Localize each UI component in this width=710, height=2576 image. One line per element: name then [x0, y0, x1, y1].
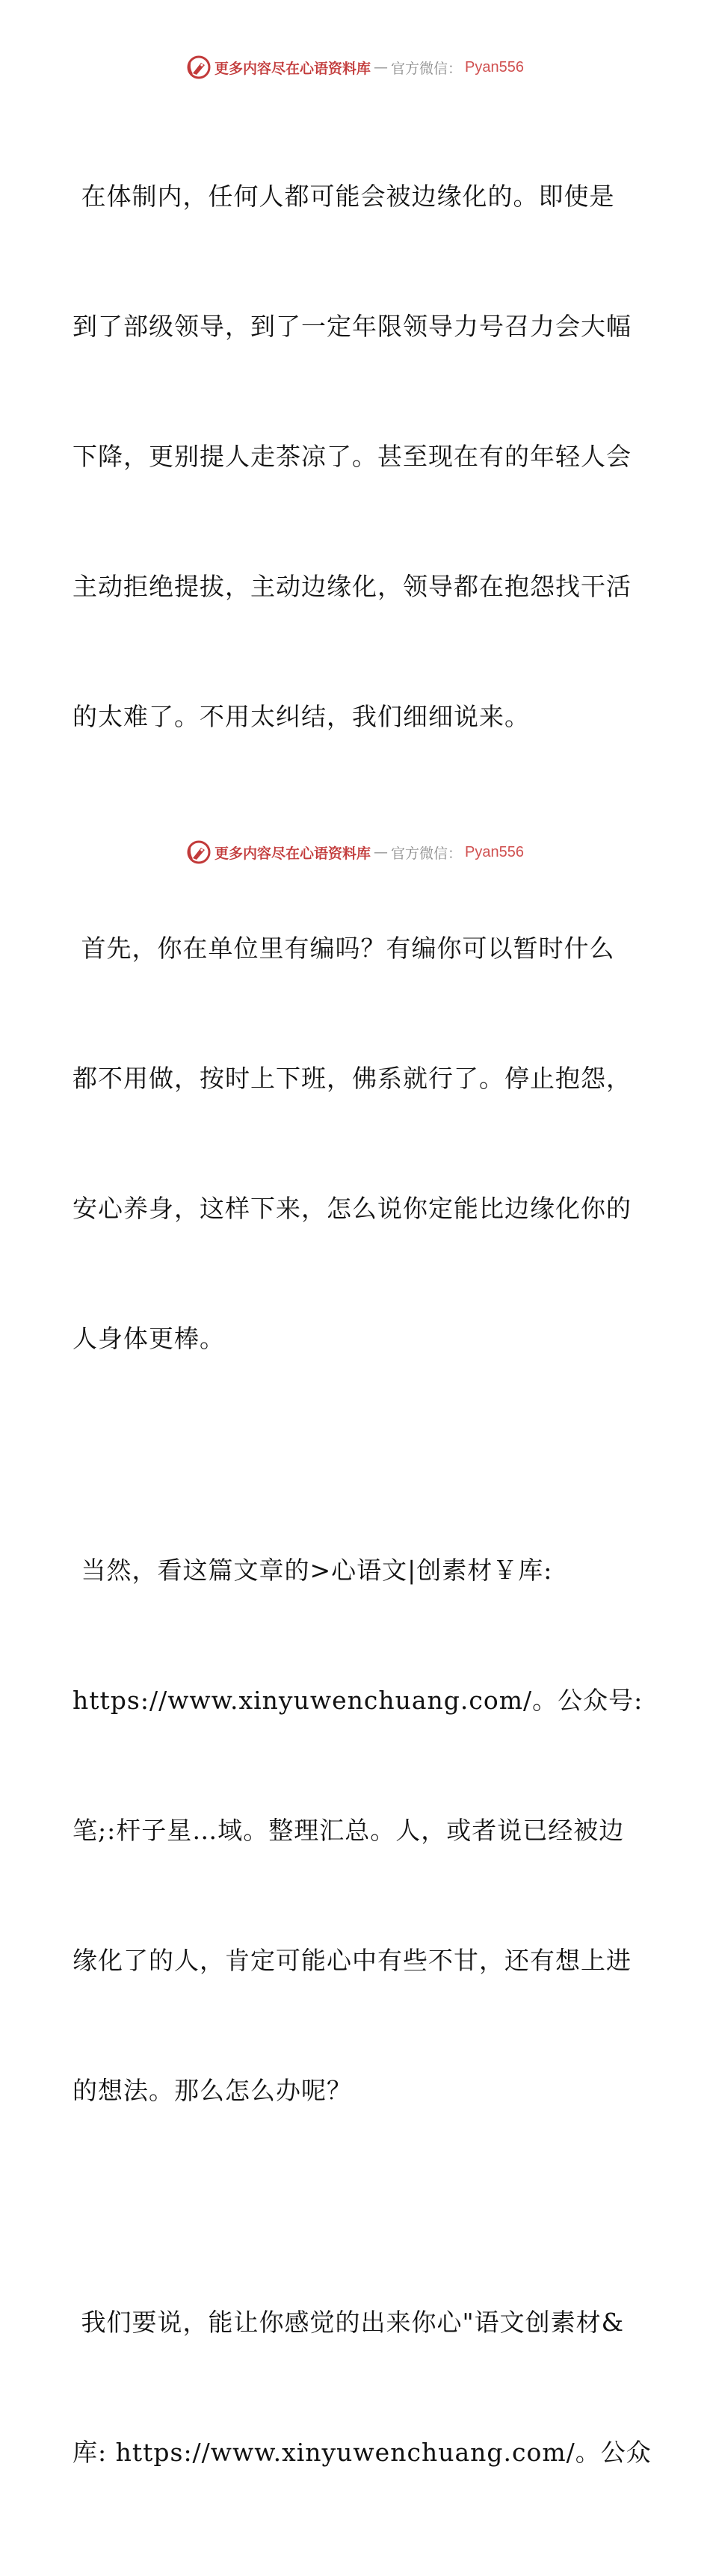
text-line: 库: https://www.xinyuwenchuang.com/。公众	[72, 2438, 652, 2467]
text-line: 人身体更棒。	[72, 1324, 225, 1353]
paragraph-4	[72, 2214, 652, 2561]
text-line: 安心养身，这样下来，怎么说你定能比边缘化你的	[72, 1194, 632, 1223]
header-watermark-banner	[0, 52, 710, 82]
text-line: 笔;:杆子星…域。整理汇总。人，或者说已经被边	[72, 1816, 625, 1845]
banner-separator: —	[374, 59, 389, 76]
banner-separator: —	[374, 844, 389, 860]
text-line: 首先，你在单位里有编吗？有编你可以暂时什么	[72, 934, 615, 963]
text-line: 主动拒绝提拔，主动边缘化，领导都在抱怨找干活	[72, 572, 632, 601]
banner-wechat-label: 官方微信：	[391, 845, 463, 862]
pen-nib-circle-icon	[186, 839, 212, 865]
text-line: 当然，看这篇文章的>心语文|创素材￥库:	[72, 1556, 553, 1585]
banner-slogan: 更多内容尽在心语资料库	[214, 845, 371, 862]
text-line: 的太难了。不用太纠结，我们细细说来。	[72, 702, 530, 731]
banner-wechat-label: 官方微信：	[391, 60, 463, 77]
banner-wechat-id: Pyan556	[465, 58, 524, 76]
text-line: 我们要说，能让你感觉的出来你心"语文创素材&	[72, 2308, 625, 2337]
paragraph-3	[72, 1462, 643, 2199]
text-line: 到了部级领导，到了一定年限领导力号召力会大幅	[72, 312, 632, 341]
text-line: 缘化了的人，肯定可能心中有些不甘，还有想上进	[72, 1946, 632, 1975]
text-line: 在体制内，任何人都可能会被边缘化的。即使是	[72, 182, 615, 211]
footer-watermark-banner	[0, 837, 710, 867]
paragraph-1	[72, 88, 640, 825]
text-line: https://www.xinyuwenchuang.com/。公众号:	[72, 1686, 643, 1715]
paragraph-2	[72, 840, 640, 1447]
document-body	[72, 88, 652, 2576]
pen-nib-circle-icon	[186, 55, 212, 80]
text-line: 的想法。那么怎么办呢？	[72, 2076, 352, 2105]
banner-slogan: 更多内容尽在心语资料库	[214, 60, 371, 77]
banner-wechat-id: Pyan556	[465, 843, 524, 860]
text-line: 都不用做，按时上下班，佛系就行了。停止抱怨，	[72, 1064, 632, 1093]
text-line: 下降，更别提人走茶凉了。甚至现在有的年轻人会	[72, 442, 632, 471]
